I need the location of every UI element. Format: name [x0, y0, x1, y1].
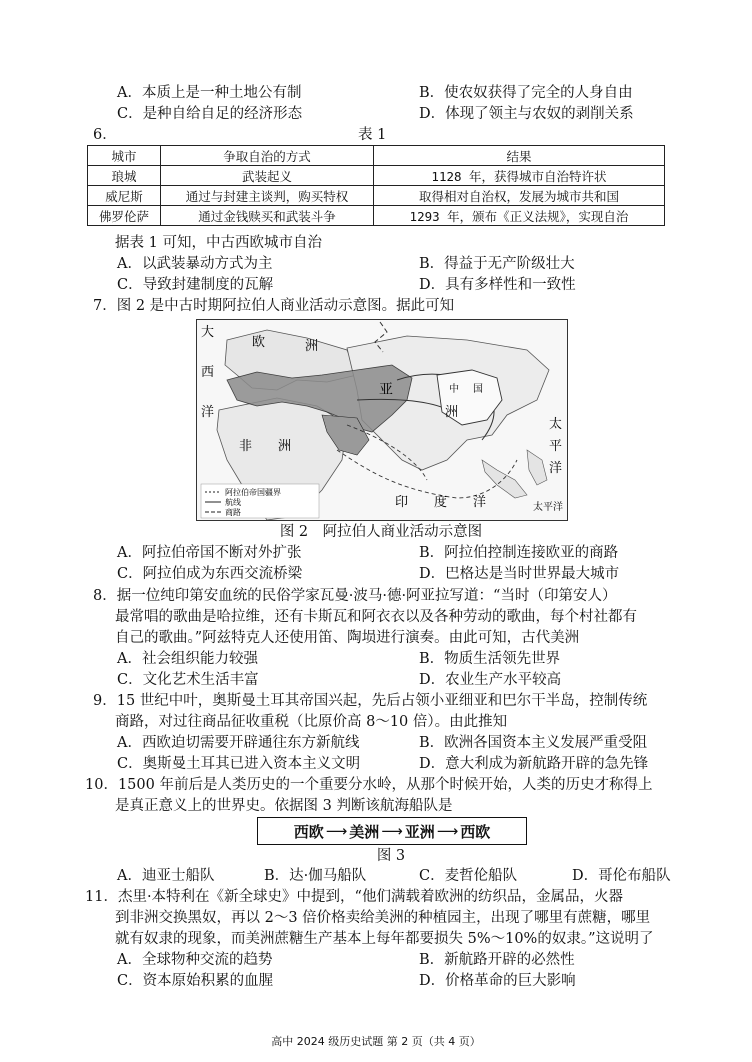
table-1 — [87, 145, 665, 226]
q11-line-3: 就有奴隶的现象，而美洲蔗糖生产基本上每年都要损失 5%～10%的奴隶。”这说明了 — [115, 931, 654, 947]
q9-option-b: B．欧洲各国资本主义发展严重受阻 — [419, 735, 648, 751]
table-cell: 威尼斯 — [88, 186, 161, 206]
q6-option-c: C．导致封建制度的瓦解 — [117, 277, 274, 293]
table-row — [88, 166, 665, 186]
q10-option-b: B．达·伽马船队 — [264, 868, 367, 884]
q8-line-2: 最常唱的歌曲是哈拉维，还有卡斯瓦和阿衣衣以及各种劳动的歌曲，每个村社都有 — [115, 609, 637, 625]
q8-option-d: D．农业生产水平较高 — [419, 672, 562, 688]
table-cell: 1293 年，颁布《正义法规》，实现自治 — [374, 206, 665, 226]
table-header-row — [88, 146, 665, 166]
q11-line-2: 到非洲交换黑奴，再以 2～3 倍价格卖给美洲的种植园主，出现了哪里有蔗糖，哪里 — [115, 910, 651, 926]
q8-line-3: 自己的歌曲。”阿兹特克人还使用笛、陶埙进行演奏。由此可知，古代美洲 — [115, 630, 580, 646]
q9-option-d: D．意大利成为新航路开辟的急先锋 — [419, 756, 649, 772]
q10-option-d: D．哥伦布船队 — [572, 868, 671, 884]
q8-option-b: B．物质生活领先世界 — [419, 651, 561, 667]
map-label-feizhou: 非 洲 — [239, 439, 292, 454]
q10-line-1: 10．1500 年前后是人类历史的一个重要分水岭，从那个时候开始，人类的历史才称得上 — [85, 777, 653, 793]
table-row — [88, 206, 665, 226]
q11-option-d: D．价格革命的巨大影响 — [419, 973, 576, 989]
figure-3-caption: 图 3 — [376, 848, 406, 864]
table-cell: 通过与封建主谈判，购买特权 — [161, 186, 374, 206]
q5-option-d: D．体现了领主与农奴的剥削关系 — [419, 106, 634, 122]
map-legend-searoute: 航线 — [225, 498, 241, 507]
table-cell: 武装起义 — [161, 166, 374, 186]
q9-line-1: 9．15 世纪中叶，奥斯曼土耳其帝国兴起，先后占领小亚细亚和巴尔干半岛，控制传统 — [93, 693, 648, 709]
q7-option-b: B．阿拉伯控制连接欧亚的商路 — [419, 545, 619, 561]
q8-option-a: A．社会组织能力较强 — [117, 651, 258, 667]
q9-option-a: A．西欧迫切需要开辟通往东方新航线 — [117, 735, 360, 751]
q6-option-a: A．以武装暴动方式为主 — [117, 256, 273, 272]
page-footer: 高中 2024 级历史试题 第 2 页（共 4 页） — [271, 1035, 481, 1048]
map-label-ping: 平 — [549, 439, 563, 454]
arrow-right-icon: ⟶ — [436, 822, 459, 840]
table-header-city: 城市 — [88, 146, 161, 166]
map-label-guo: 国 — [473, 384, 483, 395]
map-label-zhou: 洲 — [305, 339, 319, 354]
map-legend-traderoute: 商路 — [225, 508, 241, 517]
q5-option-a: A．本质上是一种土地公有制 — [117, 85, 302, 101]
q10-option-a: A．迪亚士船队 — [117, 868, 215, 884]
q6-option-b: B．得益于无产阶级壮大 — [419, 256, 575, 272]
q9-option-c: C．奥斯曼土耳其已进入资本主义文明 — [117, 756, 361, 772]
map-label-taipingyang2: 太平洋 — [533, 502, 563, 513]
map-graphic — [197, 320, 567, 520]
map-label-zhong: 中 — [449, 384, 459, 395]
arrow-right-icon: ⟶ — [325, 822, 348, 840]
map-label-ou: 欧 — [252, 335, 266, 350]
q7-option-a: A．阿拉伯帝国不断对外扩张 — [117, 545, 302, 561]
map-label-ya: 亚 — [379, 382, 393, 398]
map-label-yang2: 洋 — [549, 461, 563, 476]
q8-line-1: 8．据一位纯印第安血统的民俗学家瓦曼·波马·德·阿亚拉写道：“当时（印第安人） — [93, 588, 617, 604]
q8-option-c: C．文化艺术生活丰富 — [117, 672, 259, 688]
arrow-right-icon: ⟶ — [381, 822, 403, 840]
table-cell: 琅城 — [88, 166, 161, 186]
table-cell: 1128 年，获得城市自治特许状 — [374, 166, 665, 186]
map-label-xi: 西 — [201, 365, 215, 380]
q10-option-c: C．麦哲伦船队 — [419, 868, 518, 884]
table-header-method: 争取自治的方式 — [161, 146, 374, 166]
q5-option-b: B．使农奴获得了完全的人身自由 — [419, 85, 633, 101]
table-1-title: 表 1 — [358, 127, 387, 143]
q6-stem: 据表 1 可知，中古西欧城市自治 — [115, 235, 322, 251]
arab-trade-map — [196, 319, 568, 521]
map-label-tai: 太 — [549, 417, 563, 432]
figure-3-flow — [257, 817, 527, 845]
q6-number: 6． — [93, 127, 117, 143]
table-cell: 取得相对自治权，发展为城市共和国 — [374, 186, 665, 206]
table-cell: 通过金钱赎买和武装斗争 — [161, 206, 374, 226]
map-label-zhou2: 洲 — [445, 405, 459, 420]
flow-step-3: 亚洲 — [404, 822, 435, 841]
table-cell: 佛罗伦萨 — [88, 206, 161, 226]
q11-option-b: B．新航路开辟的必然性 — [419, 952, 575, 968]
table-header-result: 结果 — [374, 146, 665, 166]
q10-line-2: 是真正意义上的世界史。依据图 3 判断该航海船队是 — [115, 798, 453, 814]
q9-line-2: 商路，对过往商品征收重税（比原价高 8～10 倍）。由此推知 — [115, 714, 508, 730]
q7-stem: 7．图 2 是中古时期阿拉伯人商业活动示意图。据此可知 — [93, 298, 455, 314]
q11-option-a: A．全球物种交流的趋势 — [117, 952, 273, 968]
flow-step-1: 西欧 — [293, 822, 324, 841]
flow-step-2: 美洲 — [349, 822, 380, 841]
map-label-da: 大 — [201, 325, 215, 340]
q7-option-d: D．巴格达是当时世界最大城市 — [419, 566, 620, 582]
q7-option-c: C．阿拉伯成为东西交流桥梁 — [117, 566, 303, 582]
map-label-yang: 洋 — [201, 405, 215, 420]
table-row — [88, 186, 665, 206]
q11-line-1: 11．杰里·本特利在《新全球史》中提到，“他们满载着欧洲的纺织品，金属品，火器 — [85, 889, 623, 905]
figure-2-caption: 图 2 阿拉伯人商业活动示意图 — [279, 524, 483, 540]
q6-option-d: D．具有多样性和一致性 — [419, 277, 576, 293]
q11-option-c: C．资本原始积累的血腥 — [117, 973, 274, 989]
q5-option-c: C．是种自给自足的经济形态 — [117, 106, 303, 122]
flow-step-4: 西欧 — [460, 822, 491, 841]
map-legend-border: 阿拉伯帝国疆界 — [225, 488, 281, 497]
map-label-yindu: 印 度 洋 — [395, 495, 487, 510]
